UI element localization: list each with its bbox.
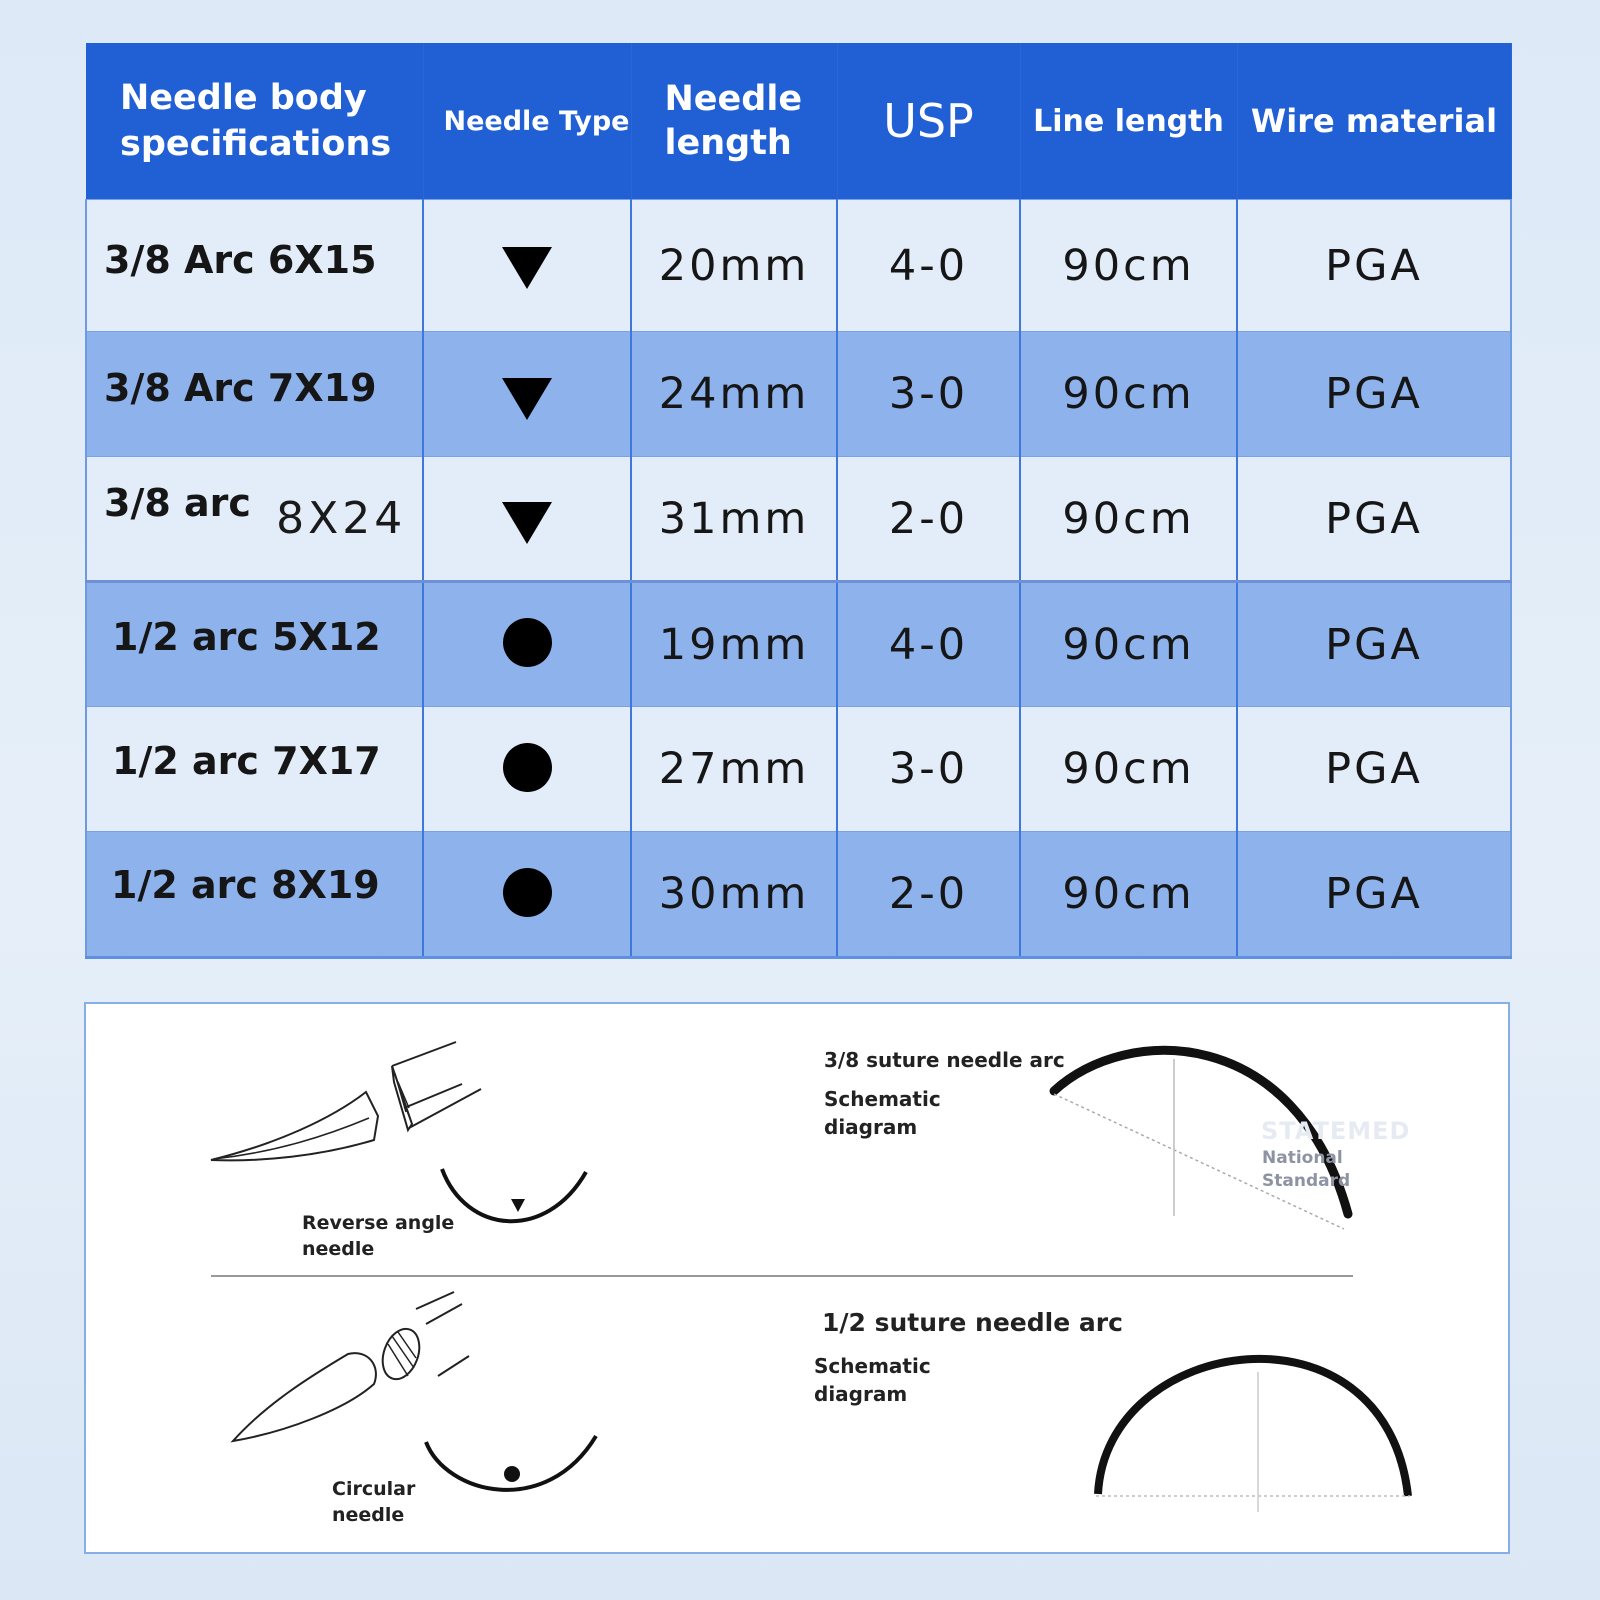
reverse-needle-arc-icon [442, 1169, 586, 1221]
needle-type-cell [423, 582, 631, 707]
spec-cell [86, 200, 423, 332]
needle-length-cell: 27mm [631, 707, 837, 832]
needle-diagram-drawing [86, 1004, 1512, 1556]
triangle-needle-icon [502, 378, 552, 420]
three-eighths-arc-subtitle [824, 1085, 941, 1141]
wire-material-cell: PGA [1237, 332, 1511, 457]
caption-line: needle [332, 1504, 405, 1526]
caption-line: diagram [814, 1382, 908, 1406]
needle-length-cell: 31mm [631, 457, 837, 582]
needle-type-cell [423, 200, 631, 332]
caption-line: needle [302, 1238, 375, 1260]
spec-table [85, 43, 1512, 959]
line-length-cell: 90cm [1020, 582, 1237, 707]
table-row [86, 707, 1511, 832]
spec-text: 1/2 arc 5X12 [112, 614, 381, 659]
header-line-length [1020, 43, 1237, 200]
spec-cell [86, 832, 423, 958]
caption-line: diagram [824, 1115, 918, 1139]
table-row [86, 582, 1511, 707]
header-needle-body-specifications [86, 43, 423, 200]
one-half-arc-title: 1/2 suture needle arc [822, 1308, 1123, 1337]
spec-text: 3/8 Arc 6X15 [104, 237, 377, 282]
header-line: specifications [120, 124, 392, 164]
table-row [86, 457, 1511, 582]
usp-cell: 2-0 [837, 832, 1020, 958]
round-needle-tip-icon [233, 1292, 469, 1441]
usp-cell: 3-0 [837, 707, 1020, 832]
spec-text-group [87, 481, 422, 544]
line-length-cell: 90cm [1020, 200, 1237, 332]
caption-line: Reverse angle [302, 1212, 455, 1234]
usp-cell: 4-0 [837, 582, 1020, 707]
table-row [86, 332, 1511, 457]
round-needle-dot-icon [504, 1466, 520, 1482]
needle-type-cell [423, 832, 631, 958]
circle-needle-icon [503, 868, 552, 917]
spec-text: 1/2 arc 8X19 [111, 863, 380, 907]
header-line: Wire material [1250, 102, 1498, 140]
header-line: length [664, 123, 792, 163]
spec-cell [86, 332, 423, 457]
header-line: Needle body [120, 78, 367, 118]
reverse-cutting-needle-tip-icon [211, 1042, 481, 1160]
header-usp [837, 43, 1020, 200]
triangle-needle-icon [502, 502, 552, 544]
line-length-cell: 90cm [1020, 832, 1237, 958]
caption-line: Circular [332, 1478, 416, 1500]
line-length-cell: 90cm [1020, 707, 1237, 832]
needle-length-cell: 24mm [631, 332, 837, 457]
circle-needle-icon [503, 618, 552, 667]
three-eighths-arc-title: 3/8 suture needle arc [824, 1048, 1065, 1072]
circular-needle-caption [332, 1476, 415, 1528]
one-half-arc-schematic [1096, 1359, 1410, 1512]
header-line: USP [883, 94, 974, 148]
spec-text: 1/2 arc 7X17 [112, 739, 381, 783]
needle-length-cell: 30mm [631, 832, 837, 958]
header-line: Needle [664, 79, 803, 119]
triangle-needle-icon [502, 247, 552, 289]
reverse-angle-needle-caption [302, 1210, 454, 1262]
needle-length-cell: 20mm [631, 200, 837, 332]
header-line: Needle Type [443, 105, 630, 137]
header-line: Line length [1033, 103, 1224, 139]
needle-type-cell [423, 332, 631, 457]
spec-text: 3/8 Arc 7X19 [104, 366, 377, 410]
watermark-text [1262, 1147, 1350, 1193]
usp-cell: 2-0 [837, 457, 1020, 582]
watermark-brand: STATEMED [1261, 1117, 1411, 1145]
spec-size-text: 8X24 [276, 493, 407, 544]
header-needle-type [423, 43, 631, 200]
wire-material-cell: PGA [1237, 582, 1511, 707]
reverse-needle-triangle-icon [511, 1199, 525, 1212]
wire-material-cell: PGA [1237, 707, 1511, 832]
header-wire-material [1237, 43, 1511, 200]
needle-length-cell: 19mm [631, 582, 837, 707]
wire-material-cell: PGA [1237, 200, 1511, 332]
table-row [86, 832, 1511, 958]
spec-cell [86, 457, 423, 582]
line-length-cell: 90cm [1020, 457, 1237, 582]
caption-line: Schematic [814, 1354, 931, 1378]
usp-cell: 3-0 [837, 332, 1020, 457]
watermark-line: Standard [1262, 1171, 1351, 1191]
needle-type-cell [423, 707, 631, 832]
needle-type-cell [423, 457, 631, 582]
wire-material-cell: PGA [1237, 832, 1511, 958]
usp-cell: 4-0 [837, 200, 1020, 332]
watermark-line: National [1262, 1148, 1343, 1168]
circle-needle-icon [503, 743, 552, 792]
line-length-cell: 90cm [1020, 332, 1237, 457]
header-row [86, 43, 1511, 200]
header-needle-length [631, 43, 837, 200]
spec-text: 3/8 arc [104, 481, 251, 525]
needle-diagram-panel [84, 1002, 1510, 1554]
spec-cell [86, 582, 423, 707]
wire-material-cell: PGA [1237, 457, 1511, 582]
caption-line: Schematic [824, 1087, 941, 1111]
one-half-arc-subtitle [814, 1352, 931, 1408]
spec-cell [86, 707, 423, 832]
table-row [86, 200, 1511, 332]
